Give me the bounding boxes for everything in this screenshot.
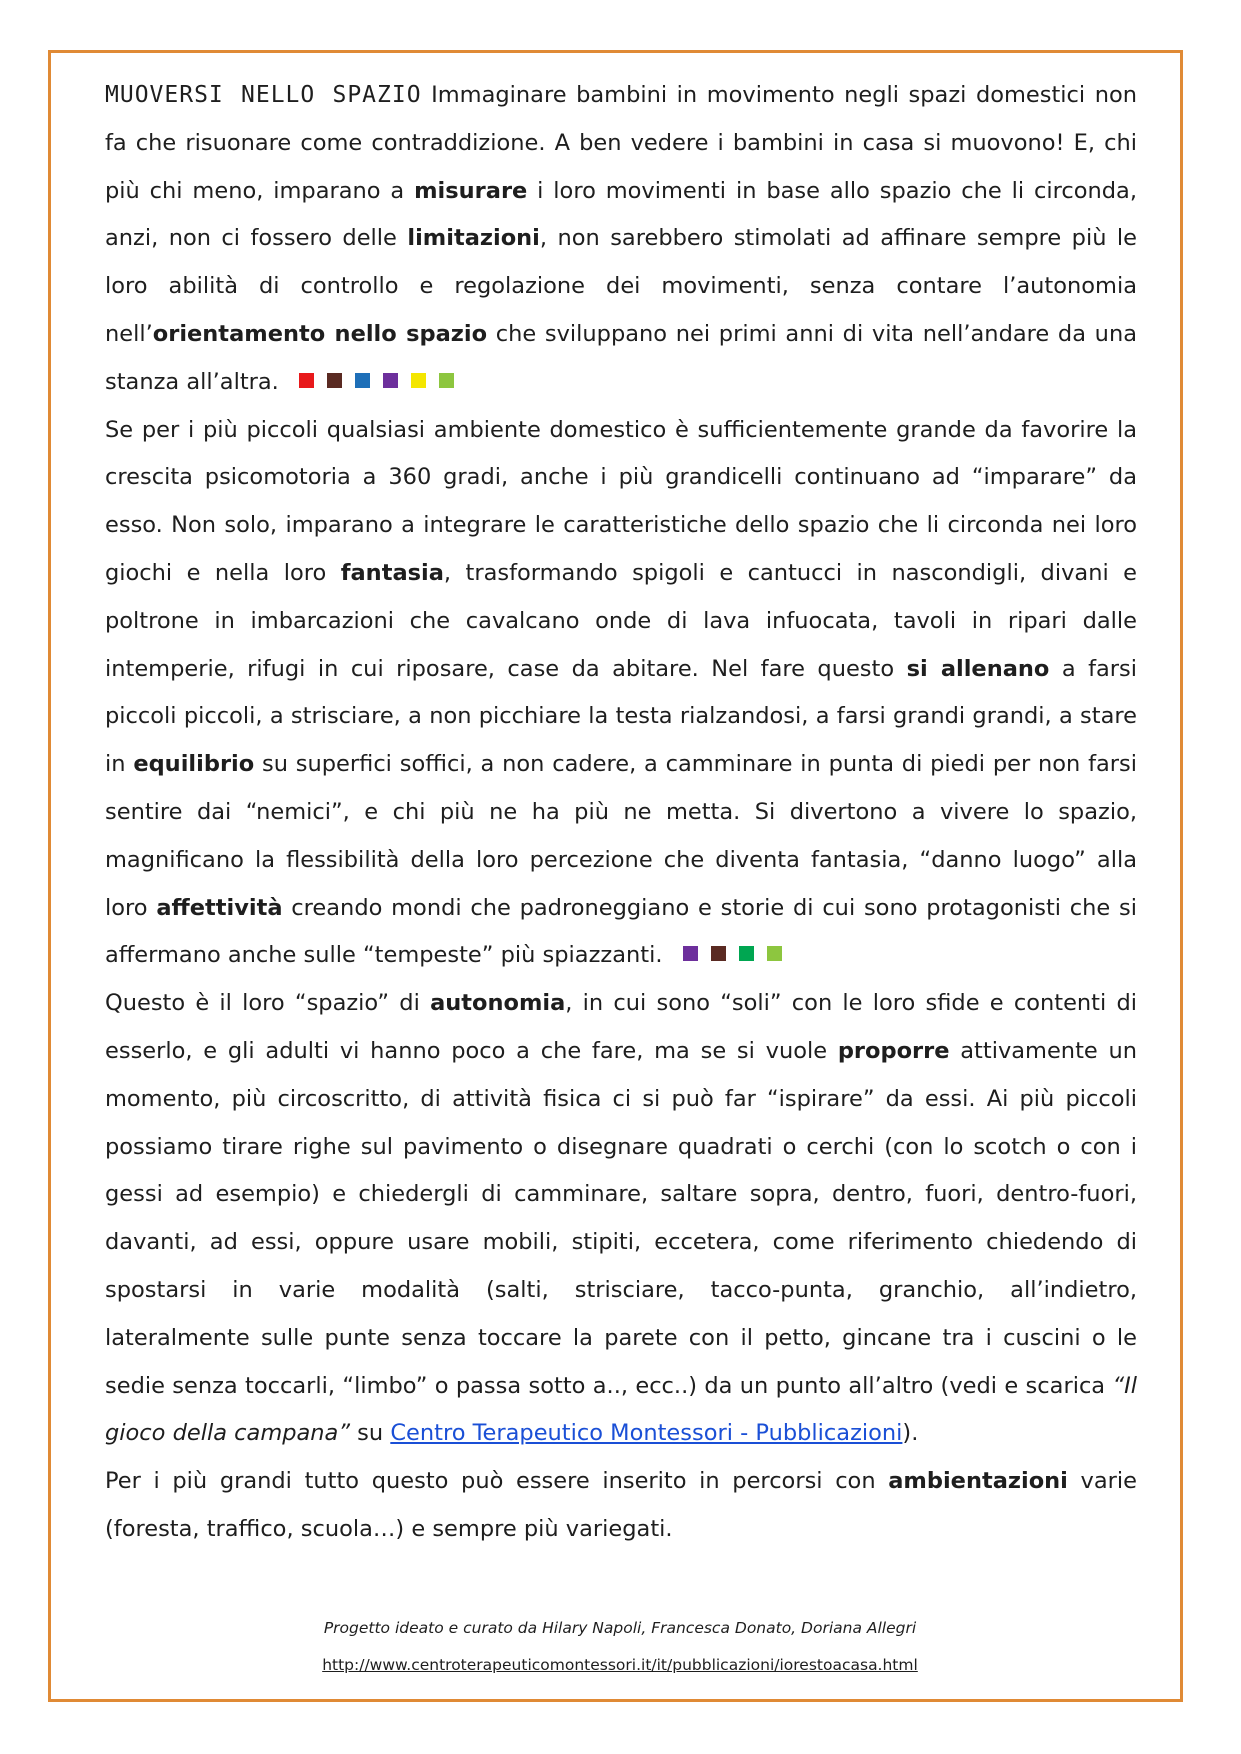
color-square-2	[327, 373, 342, 388]
footer-url-line	[120, 1656, 1120, 1674]
color-square-3	[355, 373, 370, 388]
paragraph-2: Se per i più piccoli qualsiasi ambiente domestico è sufficientemente grande da favorire la crescita psicomotoria a 360 gradi, anche i più grandicelli continuano ad “imparare” da esso. Non solo, imparano a integrare le caratteristiche dello spazio che li circonda nei loro giochi e nella loro fantasia, trasformando spigoli e cantucci in nascondigli, divani e poltrone in imbarcazioni che cavalcano onde di lava infuocata, tavoli in ripari dalle intemperie, rifugi in cui riposare, case da abitare. Nel fare questo si allenano a farsi piccoli piccoli, a strisciare, a non picchiare la testa rialzandosi, a farsi grandi grandi, a stare in equilibrio su superfici soffici, a non cadere, a camminare in punta di piedi per non farsi sentire dai “nemici”, e chi più ne ha più ne metta. Si divertono a vivere lo spazio, magnificano la flessibilità della loro percezione che diventa fantasia, “danno luogo” alla loro affettività creando mondi che padroneggiano e storie di cui sono protagonisti che si affermano anche sulle “tempeste” più spiazzanti.	[105, 416, 1138, 969]
footer-url-link[interactable]: http://www.centroterapeuticomontessori.it/it/pubblicazioni/iorestoacasa.html	[322, 1656, 918, 1674]
publications-link[interactable]: Centro Terapeutico Montessori - Pubblicazioni	[390, 1420, 903, 1447]
color-square-3	[739, 946, 754, 961]
color-squares-1	[286, 369, 454, 395]
color-square-1	[299, 373, 314, 388]
color-squares-2	[670, 942, 782, 968]
publication-title: “Il gioco della campana”	[105, 1372, 1137, 1447]
color-square-2	[711, 946, 726, 961]
paragraph-3: Questo è il loro “spazio” di autonomia, in cui sono “soli” con le loro sfide e contenti di esserlo, e gli adulti vi hanno poco a che fare, ma se si vuole proporre attivamente un momento, più circoscritto, di attività fisica ci si può far “ispirare” da essi. Ai più piccoli possiamo tirare righe sul pavimento o disegnare quadrati o cerchi (con lo scotch o con i gessi ad esempio) e chiedergli di camminare, saltare sopra, dentro, fuori, dentro-fuori, davanti, ad essi, oppure usare mobili, stipiti, eccetera, come riferimento chiedendo di spostarsi in varie modalità (salti, strisciare, tacco-punta, granchio, all’indietro, lateralmente sulle punte senza toccare la parete con il petto, gincane tra i cuscini o le sedie senza toccarli, “limbo” o passa sotto a.., ecc..) da un punto all’altro (vedi e scarica “Il gioco della campana” su Centro Terapeutico Montessori - Pubblicazioni).	[105, 990, 1138, 1447]
paragraph-1: MUOVERSI NELLO SPAZIO Immaginare bambini in movimento negli spazi domestici non fa che risuonare come contraddizione. A ben vedere i bambini in casa si muovono! E, chi più chi meno, imparano a misurare i loro movimenti in base allo spazio che li circonda, anzi, non ci fossero delle limitazioni, non sarebbero stimolati ad affinare sempre più le loro abilità di controllo e regolazione dei movimenti, senza contare l’autonomia nell’orientamento nello spazio che sviluppano nei primi anni di vita nell’andare da una stanza all’altra.	[105, 82, 1138, 395]
footer-credit: Progetto ideato e curato da Hilary Napoli, Francesca Donato, Doriana Allegri	[323, 1619, 917, 1637]
color-square-5	[411, 373, 426, 388]
color-square-6	[439, 373, 454, 388]
article-body	[105, 72, 1137, 1554]
paragraph-4: Per i più grandi tutto questo può essere inserito in percorsi con ambientazioni varie (foresta, traffico, scuola…) e sempre più variegati.	[105, 1468, 1137, 1542]
color-square-4	[767, 946, 782, 961]
color-square-4	[383, 373, 398, 388]
color-square-1	[683, 946, 698, 961]
section-heading: MUOVERSI NELLO SPAZIO	[105, 82, 422, 108]
